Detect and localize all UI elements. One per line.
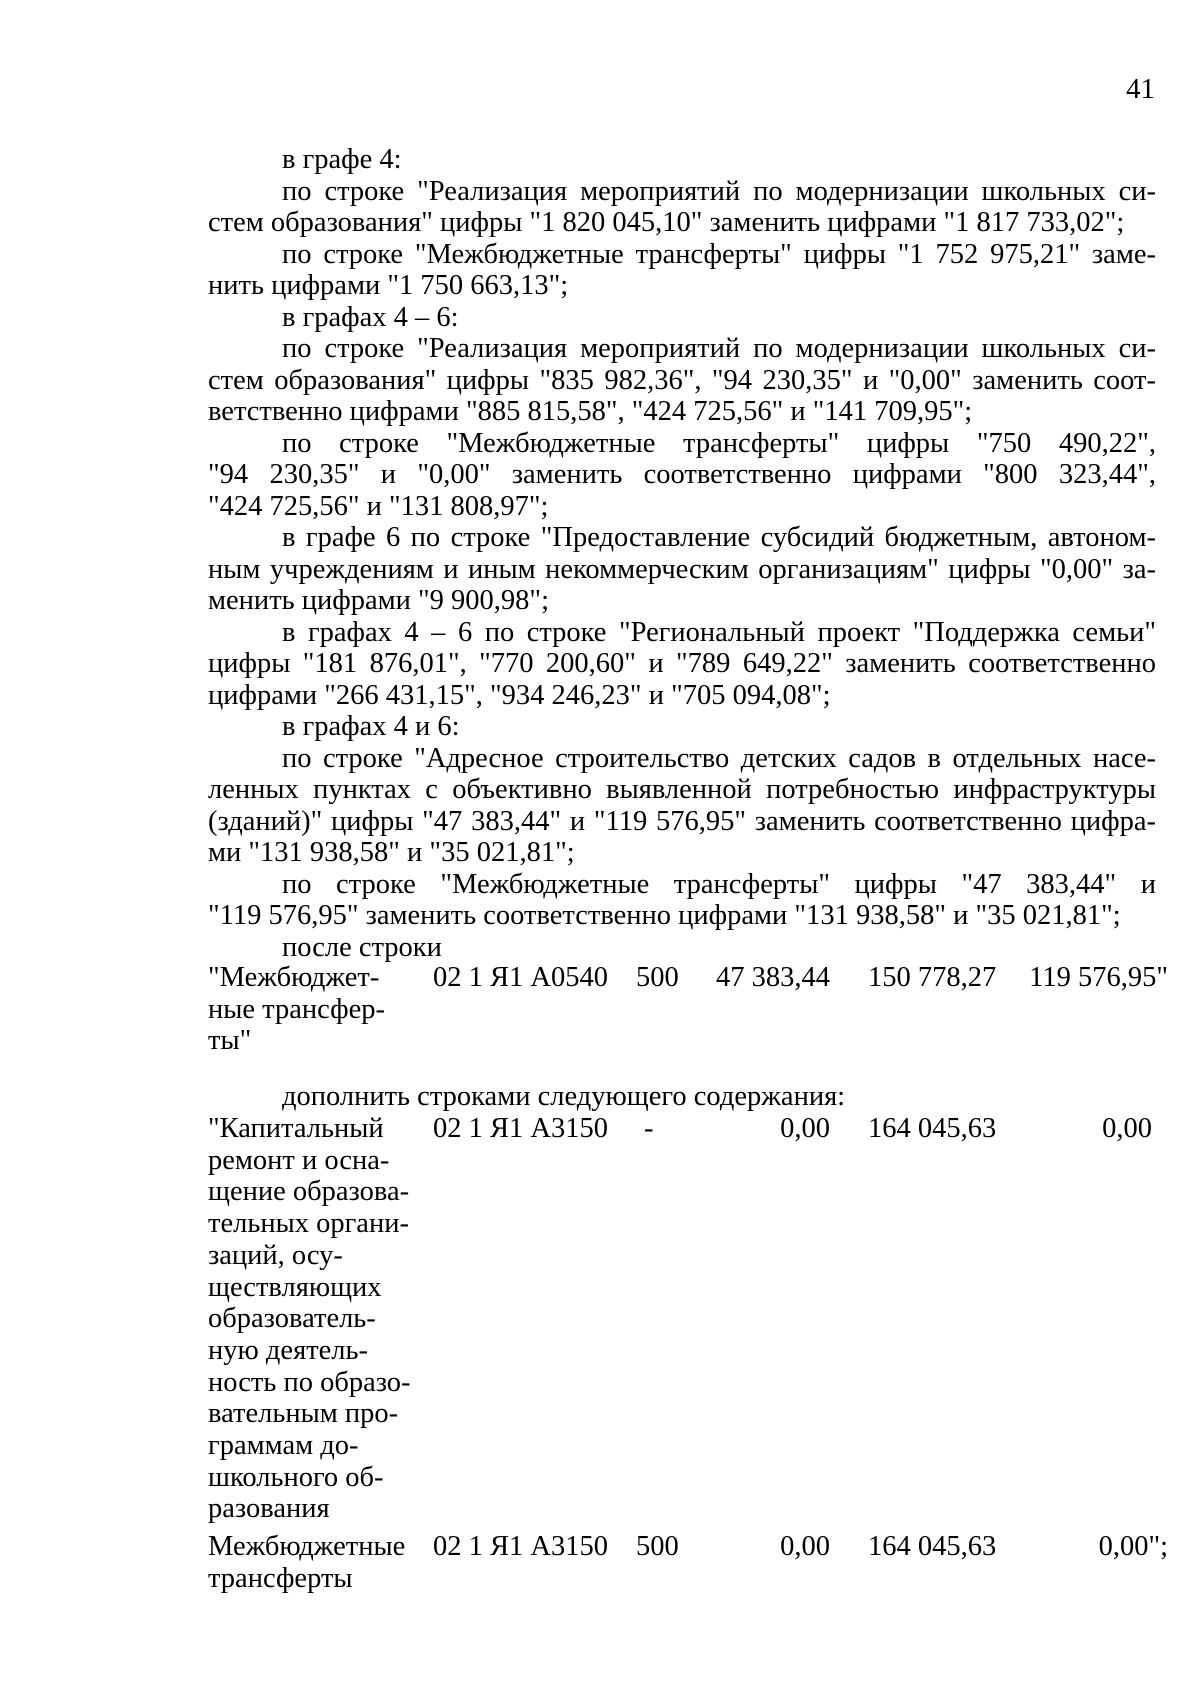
new-row-2-value-1: 0,00 [780, 1531, 830, 1562]
row-name-line: ремонт и осна- [208, 1144, 390, 1176]
text-line: "119 576,95" заменить соответственно цифрами "131 938,58" и "35 021,81"; [208, 900, 1121, 931]
row-name-line: ную деятель- [208, 1334, 368, 1366]
text-line: цифрами "266 431,15", "934 246,23" и "705 094,08"; [208, 679, 831, 711]
text-line: ным учреждениям и иным некоммерческим организациям" цифры "0,00" за- [208, 553, 1156, 585]
row-name-line: ты" [208, 1025, 252, 1057]
new-row-1-value-1: 0,00 [780, 1113, 830, 1144]
text-line: по строке "Реализация мероприятий по модернизации школьных си- [282, 175, 1156, 207]
text-line: в графах 4 – 6 по строке "Региональный проект "Поддержка семьи" [282, 616, 1156, 648]
row-name-line: тельных органи- [208, 1208, 409, 1240]
text-line: по строке "Межбюджетные трансферты" цифры "750 490,22", [282, 427, 1156, 459]
text-line: "424 725,56" и "131 808,97"; [208, 490, 549, 522]
text-line: в графе 6 по строке "Предоставление субсидий бюджетным, автоном- [282, 522, 1156, 553]
row-after-value-2: 150 778,27 [868, 962, 997, 993]
text-line: по строке "Адресное строительство детских садов в отдельных насе- [282, 742, 1156, 774]
text-line: ветственно цифрами "885 815,58", "424 725,56" и "141 709,95"; [208, 396, 973, 427]
text-line: нить цифрами "1 750 663,13"; [208, 270, 569, 301]
page-number: 41 [1126, 73, 1155, 105]
row-name-line: заций, осу- [208, 1239, 343, 1271]
text-line: по строке "Межбюджетные трансферты" цифры "1 752 975,21" заме- [282, 238, 1156, 270]
row-name-line: разования [208, 1493, 330, 1525]
row-name-line: школьного об- [208, 1461, 384, 1493]
row-after-value-1: 47 383,44 [716, 962, 830, 993]
row-name-line: ность по образо- [208, 1366, 411, 1398]
supplement-line: дополнить строками следующего содержания: [282, 1081, 846, 1112]
text-line: (зданий)" цифры "47 383,44" и "119 576,95" заменить соответственно цифра- [208, 805, 1156, 837]
row-after-code: 02 1 Я1 А0540 [433, 962, 608, 993]
new-row-1-code: 02 1 Я1 А3150 [433, 1113, 608, 1144]
new-row-2-value-2: 164 045,63 [868, 1531, 997, 1562]
row-after-name [208, 962, 418, 1057]
new-row-2-name [208, 1531, 418, 1594]
row-name-line: граммам до- [208, 1430, 359, 1462]
new-row-1-name [208, 1113, 418, 1525]
amendment-text [208, 144, 1156, 963]
row-name-line: вательным про- [208, 1398, 399, 1430]
new-row-1-value-2: 164 045,63 [868, 1113, 997, 1144]
new-row-1-value-3: 0,00 [1102, 1113, 1152, 1144]
text-line: ленных пунктах с объективно выявленной потребностью инфраструктуры [208, 774, 1156, 805]
new-row-2-value-3: 0,00"; [1098, 1531, 1168, 1562]
text-line: стем образования" цифры "1 820 045,10" заменить цифрами "1 817 733,02"; [208, 207, 1125, 238]
text-line: в графе 4: [282, 144, 402, 175]
row-name-line: трансферты [208, 1562, 353, 1594]
row-name-line: ные трансфер- [208, 993, 385, 1025]
text-line: "94 230,35" и "0,00" заменить соответственно цифрами "800 323,44", [208, 459, 1156, 490]
row-after-vr: 500 [636, 962, 679, 993]
row-name-line: "Капитальный [208, 1113, 384, 1144]
row-name-line: "Межбюджет- [208, 962, 380, 993]
text-line: стем образования" цифры "835 982,36", "94 230,35" и "0,00" заменить соот- [208, 364, 1156, 396]
row-name-line: ществляющих [208, 1271, 382, 1303]
row-after-value-3: 119 576,95" [1029, 962, 1168, 993]
new-row-2-code: 02 1 Я1 А3150 [433, 1531, 608, 1562]
text-line: ми "131 938,58" и "35 021,81"; [208, 837, 575, 868]
new-row-1-vr: - [644, 1113, 654, 1144]
new-row-2-vr: 500 [636, 1531, 679, 1562]
row-name-line: образователь- [208, 1303, 376, 1335]
text-line: по строке "Реализация мероприятий по модернизации школьных си- [282, 333, 1156, 364]
text-line: в графах 4 – 6: [282, 301, 459, 333]
text-line: после строки [282, 931, 442, 963]
text-line: по строке "Межбюджетные трансферты" цифры "47 383,44" и [282, 868, 1156, 900]
row-name-line: Межбюджетные [208, 1531, 406, 1562]
text-line: менить цифрами "9 900,98"; [208, 585, 549, 616]
text-line: цифры "181 876,01", "770 200,60" и "789 649,22" заменить соответственно [208, 648, 1156, 679]
text-line: в графах 4 и 6: [282, 711, 460, 742]
row-name-line: щение образова- [208, 1176, 410, 1208]
